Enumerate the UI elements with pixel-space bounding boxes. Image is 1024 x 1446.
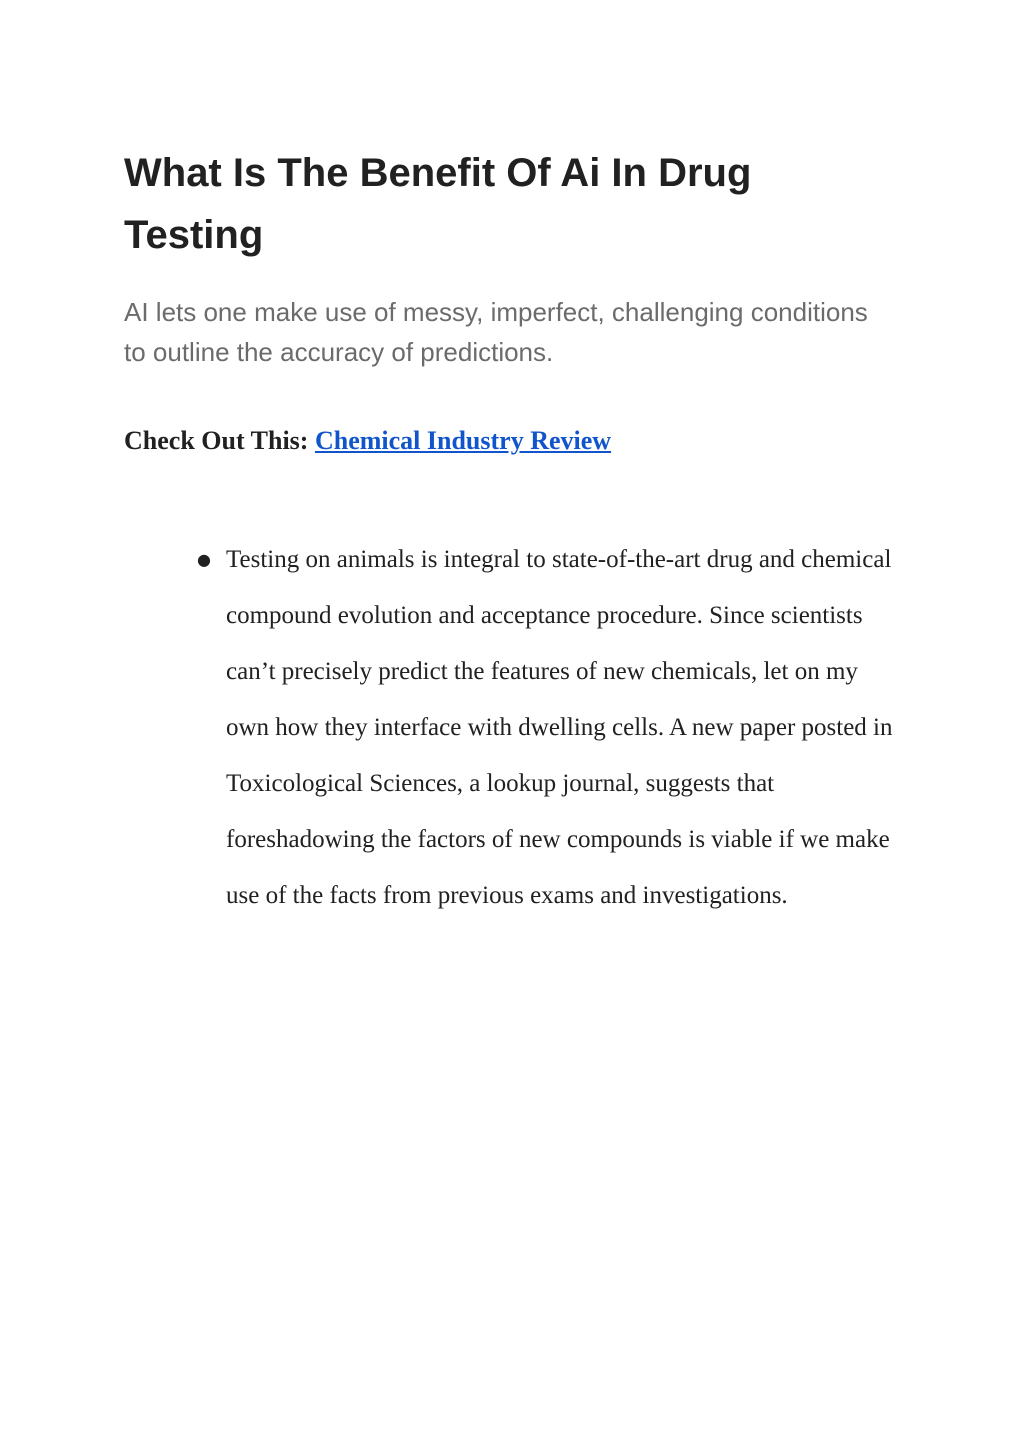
page-title: What Is The Benefit Of Ai In Drug Testing xyxy=(124,151,752,257)
page-subtitle: AI lets one make use of messy, imperfect, challenging conditions to outline the accuracy of predictions. xyxy=(124,297,868,367)
bullet-dot-icon: ● xyxy=(197,550,211,569)
chemical-industry-review-link[interactable]: Chemical Industry Review xyxy=(314,426,612,455)
bullet-list xyxy=(0,532,1024,924)
check-out-line xyxy=(124,424,884,458)
list-item xyxy=(0,532,896,924)
bullet-text: Testing on animals is integral to state-of-the-art drug and chemical compound evolution and acceptance procedure. Since scientists can’t precisely predict the features of new chemicals, let on my own how they interface with dwelling cells. A new paper posted in Toxicological Sciences, a lookup journal, suggests that foreshadowing the factors of new compounds is viable if we make use of the facts from previous exams and investigations. xyxy=(226,546,893,909)
check-out-label: Check Out This: xyxy=(124,426,315,455)
